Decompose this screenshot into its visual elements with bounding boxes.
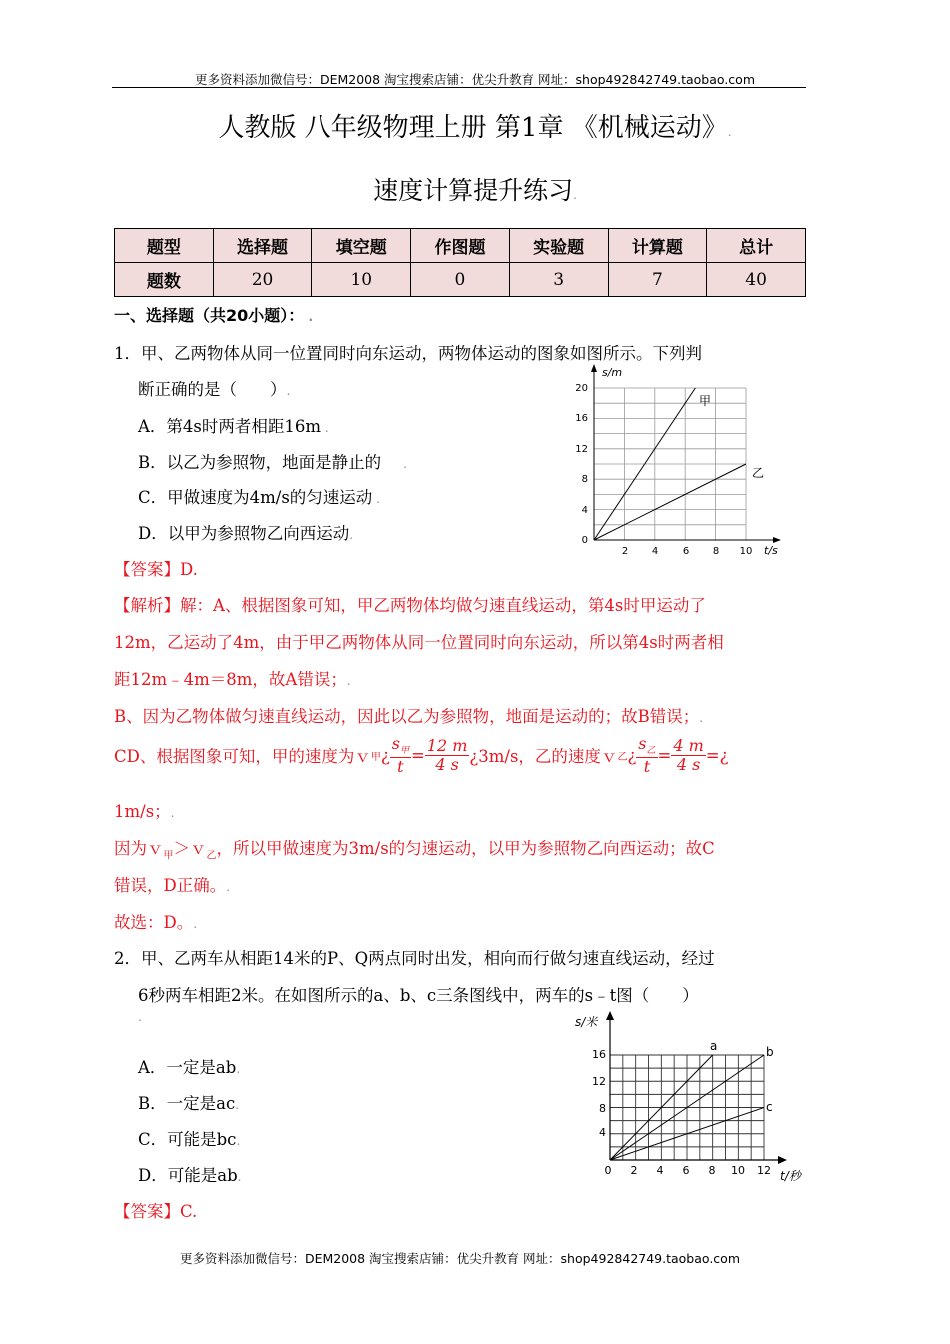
q1-st-graph bbox=[570, 362, 790, 562]
page-footer: 更多资料添加微信号：DEM2008 淘宝搜索店铺：优尖升教育 网址：shop492842749.taobao.com bbox=[179, 1251, 741, 1266]
table-cell: 选择题 bbox=[213, 229, 312, 263]
x-axis-arrow bbox=[773, 537, 781, 543]
q1-analysis-line: 1m/s；. bbox=[114, 802, 175, 821]
y-tick: 16 bbox=[592, 1048, 606, 1061]
y-tick: 16 bbox=[575, 413, 588, 424]
y-tick: 20 bbox=[575, 383, 588, 394]
x-tick: 10 bbox=[731, 1164, 745, 1177]
table-cell: 0 bbox=[411, 263, 510, 297]
x-tick: 6 bbox=[682, 1164, 690, 1177]
series-a-label: a bbox=[710, 1039, 718, 1053]
y-tick: 12 bbox=[592, 1075, 606, 1088]
section-heading: 一、选择题（共20小题）： . bbox=[114, 306, 314, 325]
page-header: 更多资料添加微信号：DEM2008 淘宝搜索店铺：优尖升教育 网址：shop492842749.taobao.com bbox=[194, 72, 756, 87]
q2-stem: 2．甲、乙两车从相距14米的P、Q两点同时出发，相向而行做匀速直线运动，经过 bbox=[114, 949, 715, 968]
series-yi-label: 乙 bbox=[752, 466, 765, 480]
table-cell: 计算题 bbox=[608, 229, 707, 263]
q1-stem-cont: 断正确的是（ ）. bbox=[138, 380, 291, 399]
header-divider bbox=[112, 87, 806, 88]
q1-analysis-line: 距12m﹣4m＝8m，故A错误；. bbox=[114, 670, 351, 689]
q1-analysis-line: 错误，D正确。. bbox=[114, 876, 231, 895]
x-tick: 6 bbox=[682, 546, 690, 557]
q2-option-b: B．一定是ac. bbox=[138, 1094, 240, 1113]
question-stats-table bbox=[114, 228, 806, 297]
table-cell: 7 bbox=[608, 263, 707, 297]
q1-analysis-line: B、因为乙物体做匀速直线运动，因此以乙为参照物，地面是运动的；故B错误；. bbox=[114, 707, 704, 726]
table-cell: 题数 bbox=[115, 263, 214, 297]
q2-answer: 【答案】C. bbox=[114, 1202, 198, 1221]
q1-formula-line: CD、根据图象可知，甲的速度为ｖ 甲 ¿ $\frac{s_甲}{t}$ = $\frac{12 m}{4 s}$ ¿3m/s，乙的速度ｖ 乙 ¿ $\frac{s_乙}{t}$ = $\frac{4 m}{4 s}$ =¿ bbox=[114, 734, 729, 777]
table-cell: 40 bbox=[707, 263, 806, 297]
y-axis-label: s/m bbox=[602, 366, 623, 379]
x-axis-arrow bbox=[778, 1156, 787, 1164]
x-tick: 4 bbox=[651, 546, 659, 557]
q1-option-a: A．第4s时两者相距16m . bbox=[138, 417, 329, 436]
paragraph-mark: . bbox=[138, 1010, 142, 1024]
y-axis-arrow bbox=[606, 1011, 614, 1020]
q1-option-d: D．以甲为参照物乙向西运动. bbox=[138, 524, 354, 543]
y-tick: 8 bbox=[581, 474, 588, 485]
fraction: $\frac{s_甲}{t}$ bbox=[391, 734, 409, 777]
x-tick: 12 bbox=[757, 1164, 771, 1177]
page-subtitle: 速度计算提升练习. bbox=[373, 176, 577, 205]
q1-option-b: B．以乙为参照物，地面是静止的 . bbox=[138, 453, 407, 472]
table-cell: 总计 bbox=[707, 229, 806, 263]
series-c-label: c bbox=[766, 1100, 773, 1114]
x-tick: 0 bbox=[604, 1164, 612, 1177]
table-row bbox=[115, 263, 806, 297]
x-tick: 4 bbox=[656, 1164, 664, 1177]
y-tick: 8 bbox=[599, 1102, 606, 1115]
q1-conclusion: 故选：D。. bbox=[114, 913, 198, 932]
table-cell: 题型 bbox=[115, 229, 214, 263]
table-row bbox=[115, 229, 806, 263]
x-tick: 8 bbox=[712, 546, 720, 557]
q1-analysis-line: 因为ｖ$_甲$＞ｖ$_乙$，所以甲做速度为3m/s的匀速运动，以甲为参照物乙向西运动；故C bbox=[114, 839, 715, 862]
x-axis-label: t/s bbox=[764, 544, 778, 557]
x-tick: 10 bbox=[739, 546, 753, 557]
q1-analysis-line: 【解析】解：A、根据图象可知，甲乙两物体均做匀速直线运动，第4s时甲运动了 bbox=[114, 596, 706, 615]
q2-stem-cont: 6秒两车相距2米。在如图所示的a、b、c三条图线中，两车的s﹣t图（ ） bbox=[138, 986, 699, 1005]
q2-option-a: A．一定是ab. bbox=[138, 1058, 241, 1077]
fraction: $\frac{12 m}{4 s}$ bbox=[426, 736, 468, 774]
series-b-label: b bbox=[766, 1045, 774, 1059]
y-axis-arrow bbox=[591, 364, 597, 372]
q1-answer: 【答案】D. bbox=[114, 560, 198, 579]
series-jia-label: 甲 bbox=[699, 394, 712, 408]
fraction: $\frac{4 m}{4 s}$ bbox=[673, 736, 704, 774]
x-axis-label: t/秒 bbox=[780, 1169, 801, 1183]
q2-st-graph bbox=[570, 1008, 815, 1188]
q1-stem: 1．甲、乙两物体从同一位置同时向东运动，两物体运动的图象如图所示。下列判 bbox=[114, 344, 702, 363]
page-title: 人教版 八年级物理上册 第1章 《机械运动》. bbox=[218, 113, 732, 143]
fraction: $\frac{s_乙}{t}$ bbox=[638, 734, 656, 777]
table-cell: 作图题 bbox=[411, 229, 510, 263]
y-axis-label: s/米 bbox=[575, 1015, 598, 1029]
q2-option-c: C．可能是bc. bbox=[138, 1130, 241, 1149]
table-cell: 20 bbox=[213, 263, 312, 297]
x-tick: 2 bbox=[621, 546, 629, 557]
table-cell: 3 bbox=[509, 263, 608, 297]
x-tick: 8 bbox=[708, 1164, 716, 1177]
table-cell: 10 bbox=[312, 263, 411, 297]
table-cell: 填空题 bbox=[312, 229, 411, 263]
q2-option-d: D．可能是ab. bbox=[138, 1166, 242, 1185]
y-tick: 12 bbox=[575, 444, 588, 455]
series-yi-line bbox=[594, 464, 746, 540]
x-tick: 2 bbox=[630, 1164, 638, 1177]
q1-analysis-line: 12m，乙运动了4m，由于甲乙两物体从同一位置同时向东运动，所以第4s时两者相 bbox=[114, 633, 724, 652]
q1-option-c: C．甲做速度为4m/s的匀速运动 . bbox=[138, 488, 380, 507]
y-tick: 0 bbox=[581, 535, 588, 546]
y-tick: 4 bbox=[599, 1126, 606, 1139]
y-tick: 4 bbox=[581, 505, 588, 516]
table-cell: 实验题 bbox=[509, 229, 608, 263]
